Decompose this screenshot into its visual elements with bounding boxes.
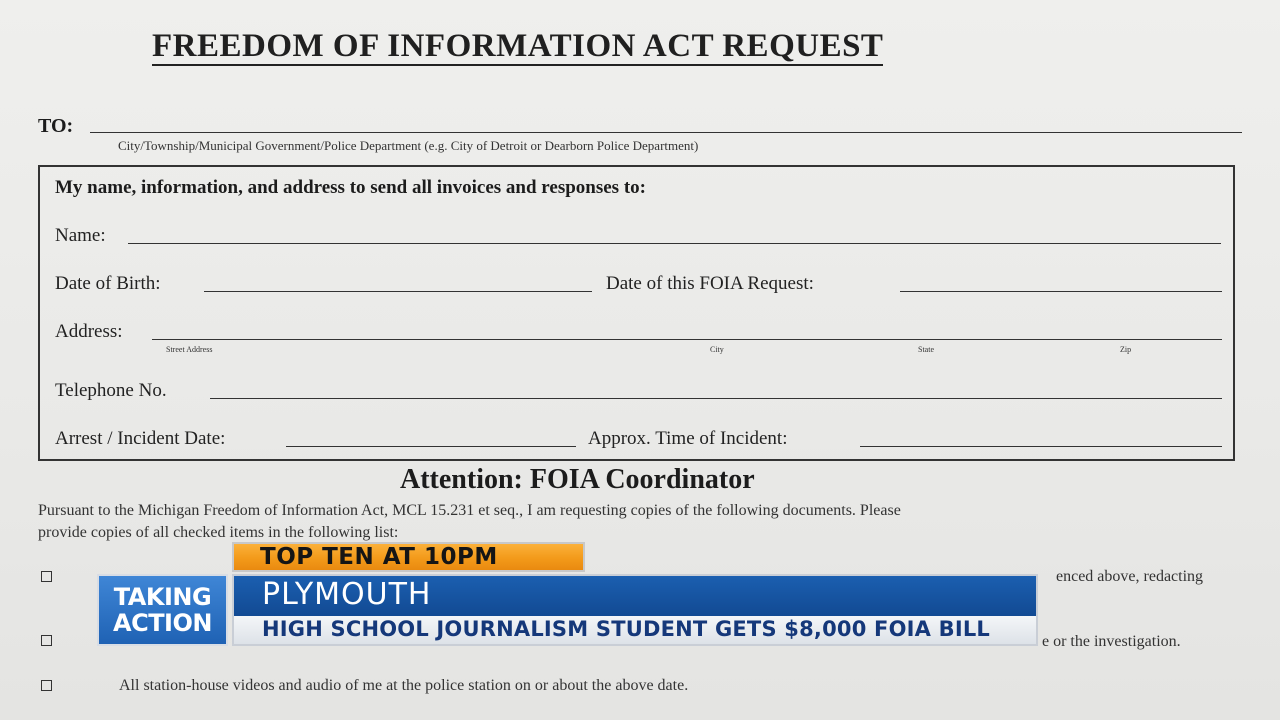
address-zip-caption: Zip [1120, 345, 1132, 354]
dob-label: Date of Birth: [55, 273, 161, 294]
item-3-text: All station-house videos and audio of me at the police station on or about the above date. [119, 677, 689, 694]
box-heading: My name, information, and address to send all invoices and responses to: [55, 177, 646, 198]
headline-bar: PLYMOUTH [232, 574, 1038, 616]
incident-date-label: Arrest / Incident Date: [55, 428, 226, 449]
to-label: TO: [38, 115, 74, 137]
attention-heading: Attention: FOIA Coordinator [400, 464, 755, 495]
request-date-label: Date of this FOIA Request: [606, 273, 814, 294]
item-1-text: enced above, redacting [1056, 568, 1204, 585]
name-label: Name: [55, 225, 106, 246]
incident-date-line [286, 446, 576, 447]
address-city-caption: City [710, 345, 724, 354]
phone-line [210, 398, 1222, 399]
dob-line [204, 291, 592, 292]
checkbox-item-3[interactable] [41, 680, 52, 691]
address-street-caption: Street Address [166, 345, 213, 354]
address-label: Address: [55, 321, 123, 342]
checkbox-item-2[interactable] [41, 635, 52, 646]
incident-time-line [860, 446, 1222, 447]
address-line [152, 339, 1222, 340]
address-state-caption: State [918, 345, 934, 354]
badge-line-2: ACTION [113, 609, 212, 637]
intro-line-2: provide copies of all checked items in the following list: [38, 524, 399, 541]
intro-line-1: Pursuant to the Michigan Freedom of Information Act, MCL 15.231 et seq., I am requesting copies of the following documents. Please [38, 502, 901, 519]
badge-line-1: TAKING [113, 583, 212, 611]
to-line [90, 132, 1242, 133]
subheadline-bar: HIGH SCHOOL JOURNALISM STUDENT GETS $8,000 FOIA BILL [232, 616, 1038, 646]
name-line [128, 243, 1221, 244]
form-title: FREEDOM OF INFORMATION ACT REQUEST [152, 28, 884, 64]
to-hint: City/Township/Municipal Government/Police Department (e.g. City of Detroit or Dearborn Police Department) [118, 138, 699, 153]
requester-info-box [38, 165, 1235, 461]
incident-time-label: Approx. Time of Incident: [588, 428, 788, 449]
item-2-text: e or the investigation. [1042, 633, 1181, 650]
phone-label: Telephone No. [55, 380, 167, 401]
taking-action-badge [97, 574, 228, 646]
checkbox-item-1[interactable] [41, 571, 52, 582]
top-ten-tag: TOP TEN AT 10PM [232, 542, 585, 572]
request-date-line [900, 291, 1222, 292]
